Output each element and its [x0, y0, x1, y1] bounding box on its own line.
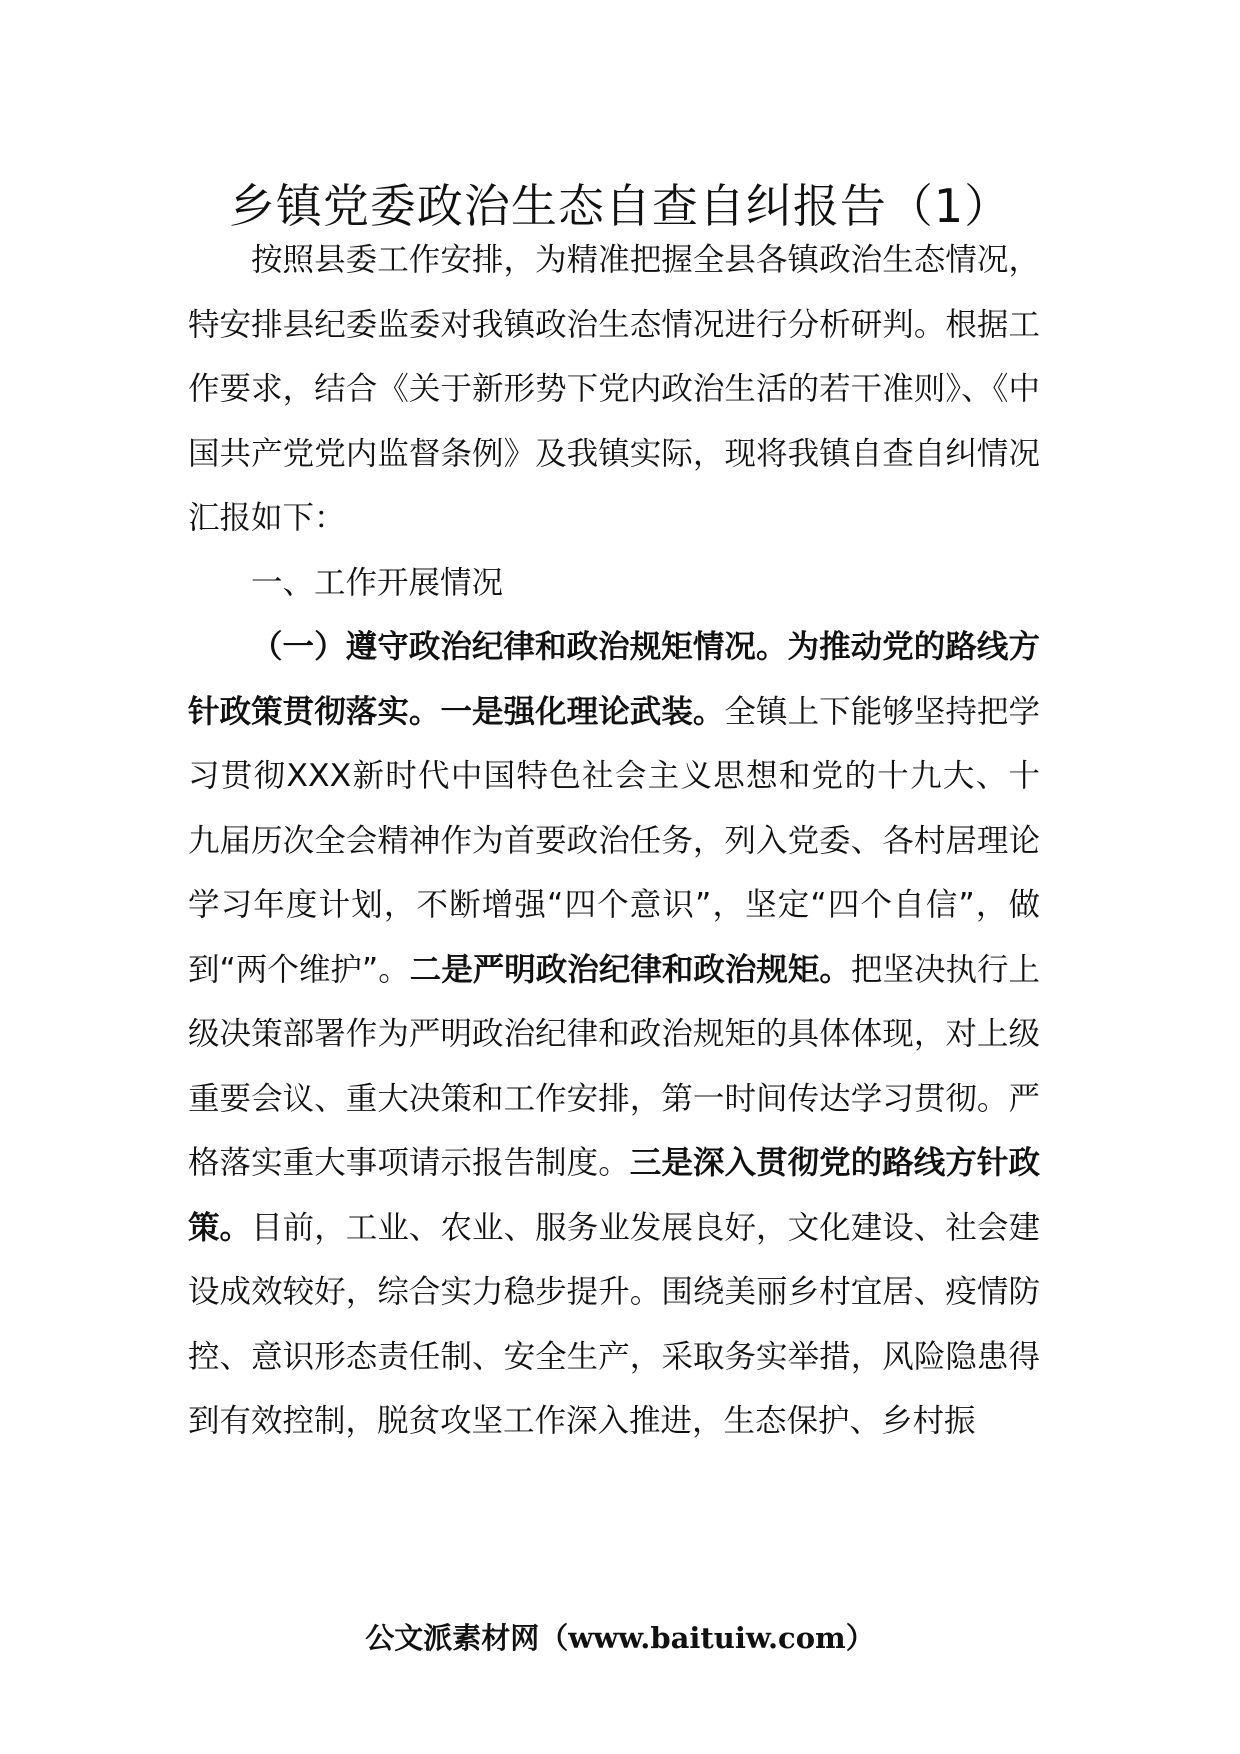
intro-paragraph: 按照县委工作安排，为精准把握全县各镇政治生态情况，特安排县纪委监委对我镇政治生态情况进行分析研判。根据工作要求，结合《关于新形势下党内政治生活的若干准则》、《中国共产党党内监督条例》及我镇实际，现将我镇自查自纠情况汇报如下： [188, 242, 1040, 536]
section-heading: 一、工作开展情况 [251, 564, 504, 601]
section-paragraph [188, 615, 1040, 1454]
paragraph-text-3: 目前，工业、农业、服务业发展良好，文化建设、社会建设成效较好，综合实力稳步提升。围绕美丽乡村宜居、疫情防控、意识形态责任制、安全生产，采取务实举措，风险隐患得到有效控制，脱贫攻坚工作深入推进，生态保护、乡村振 [188, 1209, 1040, 1439]
bold-heading-3: 三是深入贯彻党的路线方针政策。 [188, 1145, 1040, 1246]
bold-heading-1: （一）遵守政治纪律和政治规矩情况。为推动党的路线方针政策贯彻落实。一是强化理论武装。 [188, 629, 1040, 730]
document-body [188, 228, 1040, 1454]
paragraph-text-2: 把坚决执行上级决策部署作为严明政治纪律和政治规矩的具体体现，对上级重要会议、重大决策和工作安排，第一时间传达学习贯彻。严格落实重大事项请示报告制度。 [188, 951, 1040, 1181]
bold-heading-2: 二是严明政治纪律和政治规矩。 [409, 951, 851, 988]
document-title: 乡镇党委政治生态自查自纠报告（1） [228, 179, 1012, 233]
footer-watermark: 公文派素材网（www.baituiw.com） [365, 1621, 875, 1655]
paragraph-text-1: 全镇上下能够坚持把学习贯彻XXX新时代中国特色社会主义思想和党的十九大、十九届历次全会精神作为首要政治任务，列入党委、各村居理论学习年度计划，不断增强“四个意识”，坚定“四个自信”，做到“两个维护”。 [188, 693, 1040, 988]
